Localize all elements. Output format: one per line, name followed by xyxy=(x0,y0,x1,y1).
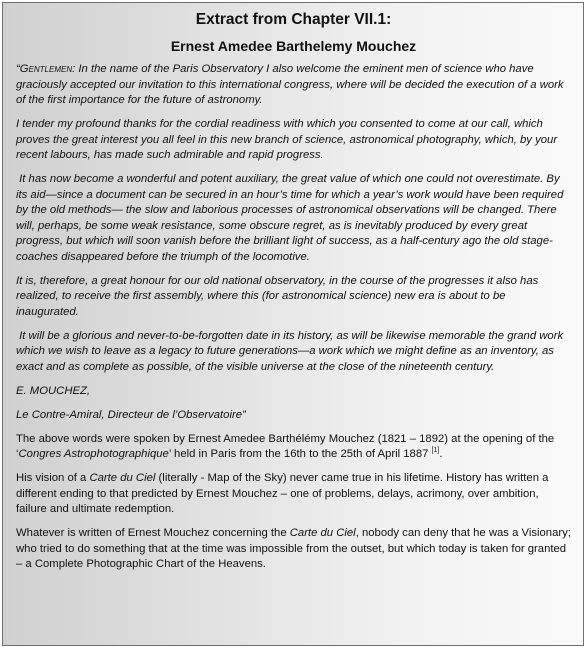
carte-du-ciel-term: Carte du Ciel xyxy=(89,472,156,484)
commentary-1-text-a: The above words were spoken by Ernest Amedee Barthélémy Mouchez (1821 – 1892) at the opening of the ‘ xyxy=(16,432,555,460)
quote-salutation: Gentlemen: xyxy=(19,63,76,75)
commentary-2-text-b: (literally - Map of the Sky) never came true in his lifetime. History has written a different ending to that predicted by Ernest Mouchez – one of problems, delays, acrimony, over ambition, failure and ultimate redemption. xyxy=(16,472,549,515)
commentary-1-text-b: ’ held in Paris from the 16th to the 25th of April 1887 xyxy=(168,448,432,460)
commentary-3-text-b: , nobody can deny that he was a Visionary; who tried to do something that at the time was impossible from the outset, but which today is taken for granted – a Complete Photographic Chart of the Heavens. xyxy=(16,527,571,570)
commentary-paragraph-1 xyxy=(16,432,571,463)
commentary-paragraph-3 xyxy=(16,526,571,573)
quote-open-mark: “ xyxy=(16,63,20,75)
quote-paragraph-1-text: In the name of the Paris Observatory I also welcome the eminent men of science who have graciously accepted our invitation to this international congress, where will be decided the execution of a work of the first importance for the future of astronomy. xyxy=(16,63,564,106)
signature-name: E. MOUCHEZ, xyxy=(16,384,91,397)
footnote-reference[interactable]: [1] xyxy=(431,447,440,455)
quote-paragraph-4: It is, therefore, a great honour for our old national observatory, in the course of the progresses it also has realized, to receive the first assembly, where this (for astronomical science) new era is about to be inaugurated. xyxy=(16,274,539,318)
commentary-1-end: . xyxy=(439,448,443,460)
extract-panel xyxy=(2,2,584,646)
quote-paragraph-1 xyxy=(16,62,571,109)
quote-paragraph-3: It has now become a wonderful and potent auxiliary, the great value of which one could not overestimate. By its aid—since a document can be secured in an hour’s time for which a year’s work would have been required by the old methods— the slow and laborious processes of astronomical observations will be changed. There will, perhaps, be some weak resistance, some obscure regret, as is inevitably produced by every great progress, but which will soon vanish before the brilliant light of success, as a half-century ago the old stage-coaches disappeared before the triumph of the locomotive. xyxy=(16,173,564,263)
quote-paragraph-2: I tender my profound thanks for the cordial readiness with which you consented to come at our call, which proves the great interest you all feel in this new branch of science, astronomical photography, which, by your recent labours, has made such admirable and rapid progress. xyxy=(16,118,558,161)
congress-name: Congres Astrophotographique xyxy=(18,448,169,460)
signature-title: Le Contre-Amiral, Directeur de l’Observatoire” xyxy=(16,408,246,421)
carte-du-ciel-term: Carte du Ciel xyxy=(289,527,356,539)
quote-paragraph-5: It will be a glorious and never-to-be-forgotten date in its history, as will be likewise memorable the grand work which we wish to leave as a legacy to future generations—a work which we might define as an inventory, as exact and as complete as possible, of the visible universe at the close of the nineteenth century. xyxy=(16,329,564,373)
page-subtitle: Ernest Amedee Barthelemy Mouchez xyxy=(170,38,417,54)
page-title: Extract from Chapter VII.1: xyxy=(195,11,392,28)
commentary-paragraph-2 xyxy=(16,471,571,518)
commentary-2-text-a: His vision of a xyxy=(16,472,90,484)
commentary-3-text-a: Whatever is written of Ernest Mouchez concerning the xyxy=(16,527,290,539)
